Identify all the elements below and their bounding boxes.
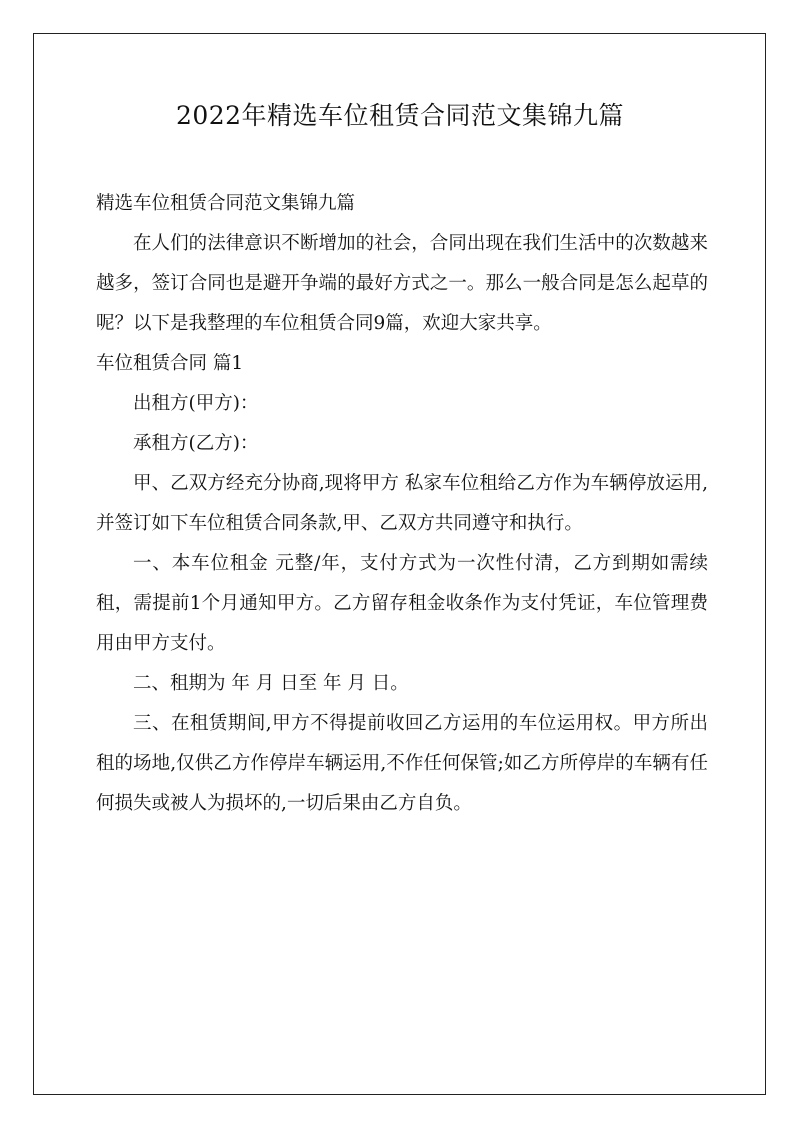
section-heading: 车位租赁合同 篇1 (96, 353, 244, 374)
agreement-paragraph: 甲、乙双方经充分协商,现将甲方 私家车位租给乙方作为车辆停放运用,并签订如下车位租赁合同条款,甲、乙双方共同遵守和执行。 (96, 473, 708, 534)
clause-three-paragraph: 三、在租赁期间,甲方不得提前收回乙方运用的车位运用权。甲方所出租的场地,仅供乙方作停岸车辆运用,不作任何保管;如乙方所停岸的车辆有任何损失或被人为损坏的,一切后果由乙方自负。 (96, 713, 708, 814)
subtitle-paragraph: 精选车位租赁合同范文集锦九篇 (96, 193, 356, 214)
lessee-line: 承租方(乙方)： (133, 433, 259, 454)
document-body (96, 184, 708, 824)
intro-paragraph: 在人们的法律意识不断增加的社会，合同出现在我们生活中的次数越来越多，签订合同也是避开争端的最好方式之一。那么一般合同是怎么起草的呢？以下是我整理的车位租赁合同9篇，欢迎大家共享。 (96, 233, 708, 334)
clause-one-paragraph: 一、本车位租金 元整/年，支付方式为一次性付清，乙方到期如需续租，需提前1个月通知甲方。乙方留存租金收条作为支付凭证，车位管理费用由甲方支付。 (96, 553, 708, 654)
lessor-line: 出租方(甲方)： (133, 393, 259, 414)
clause-two-paragraph: 二、租期为 年 月 日至 年 月 日。 (133, 673, 409, 694)
document-title: 2022年精选车位租赁合同范文集锦九篇 (175, 101, 625, 130)
